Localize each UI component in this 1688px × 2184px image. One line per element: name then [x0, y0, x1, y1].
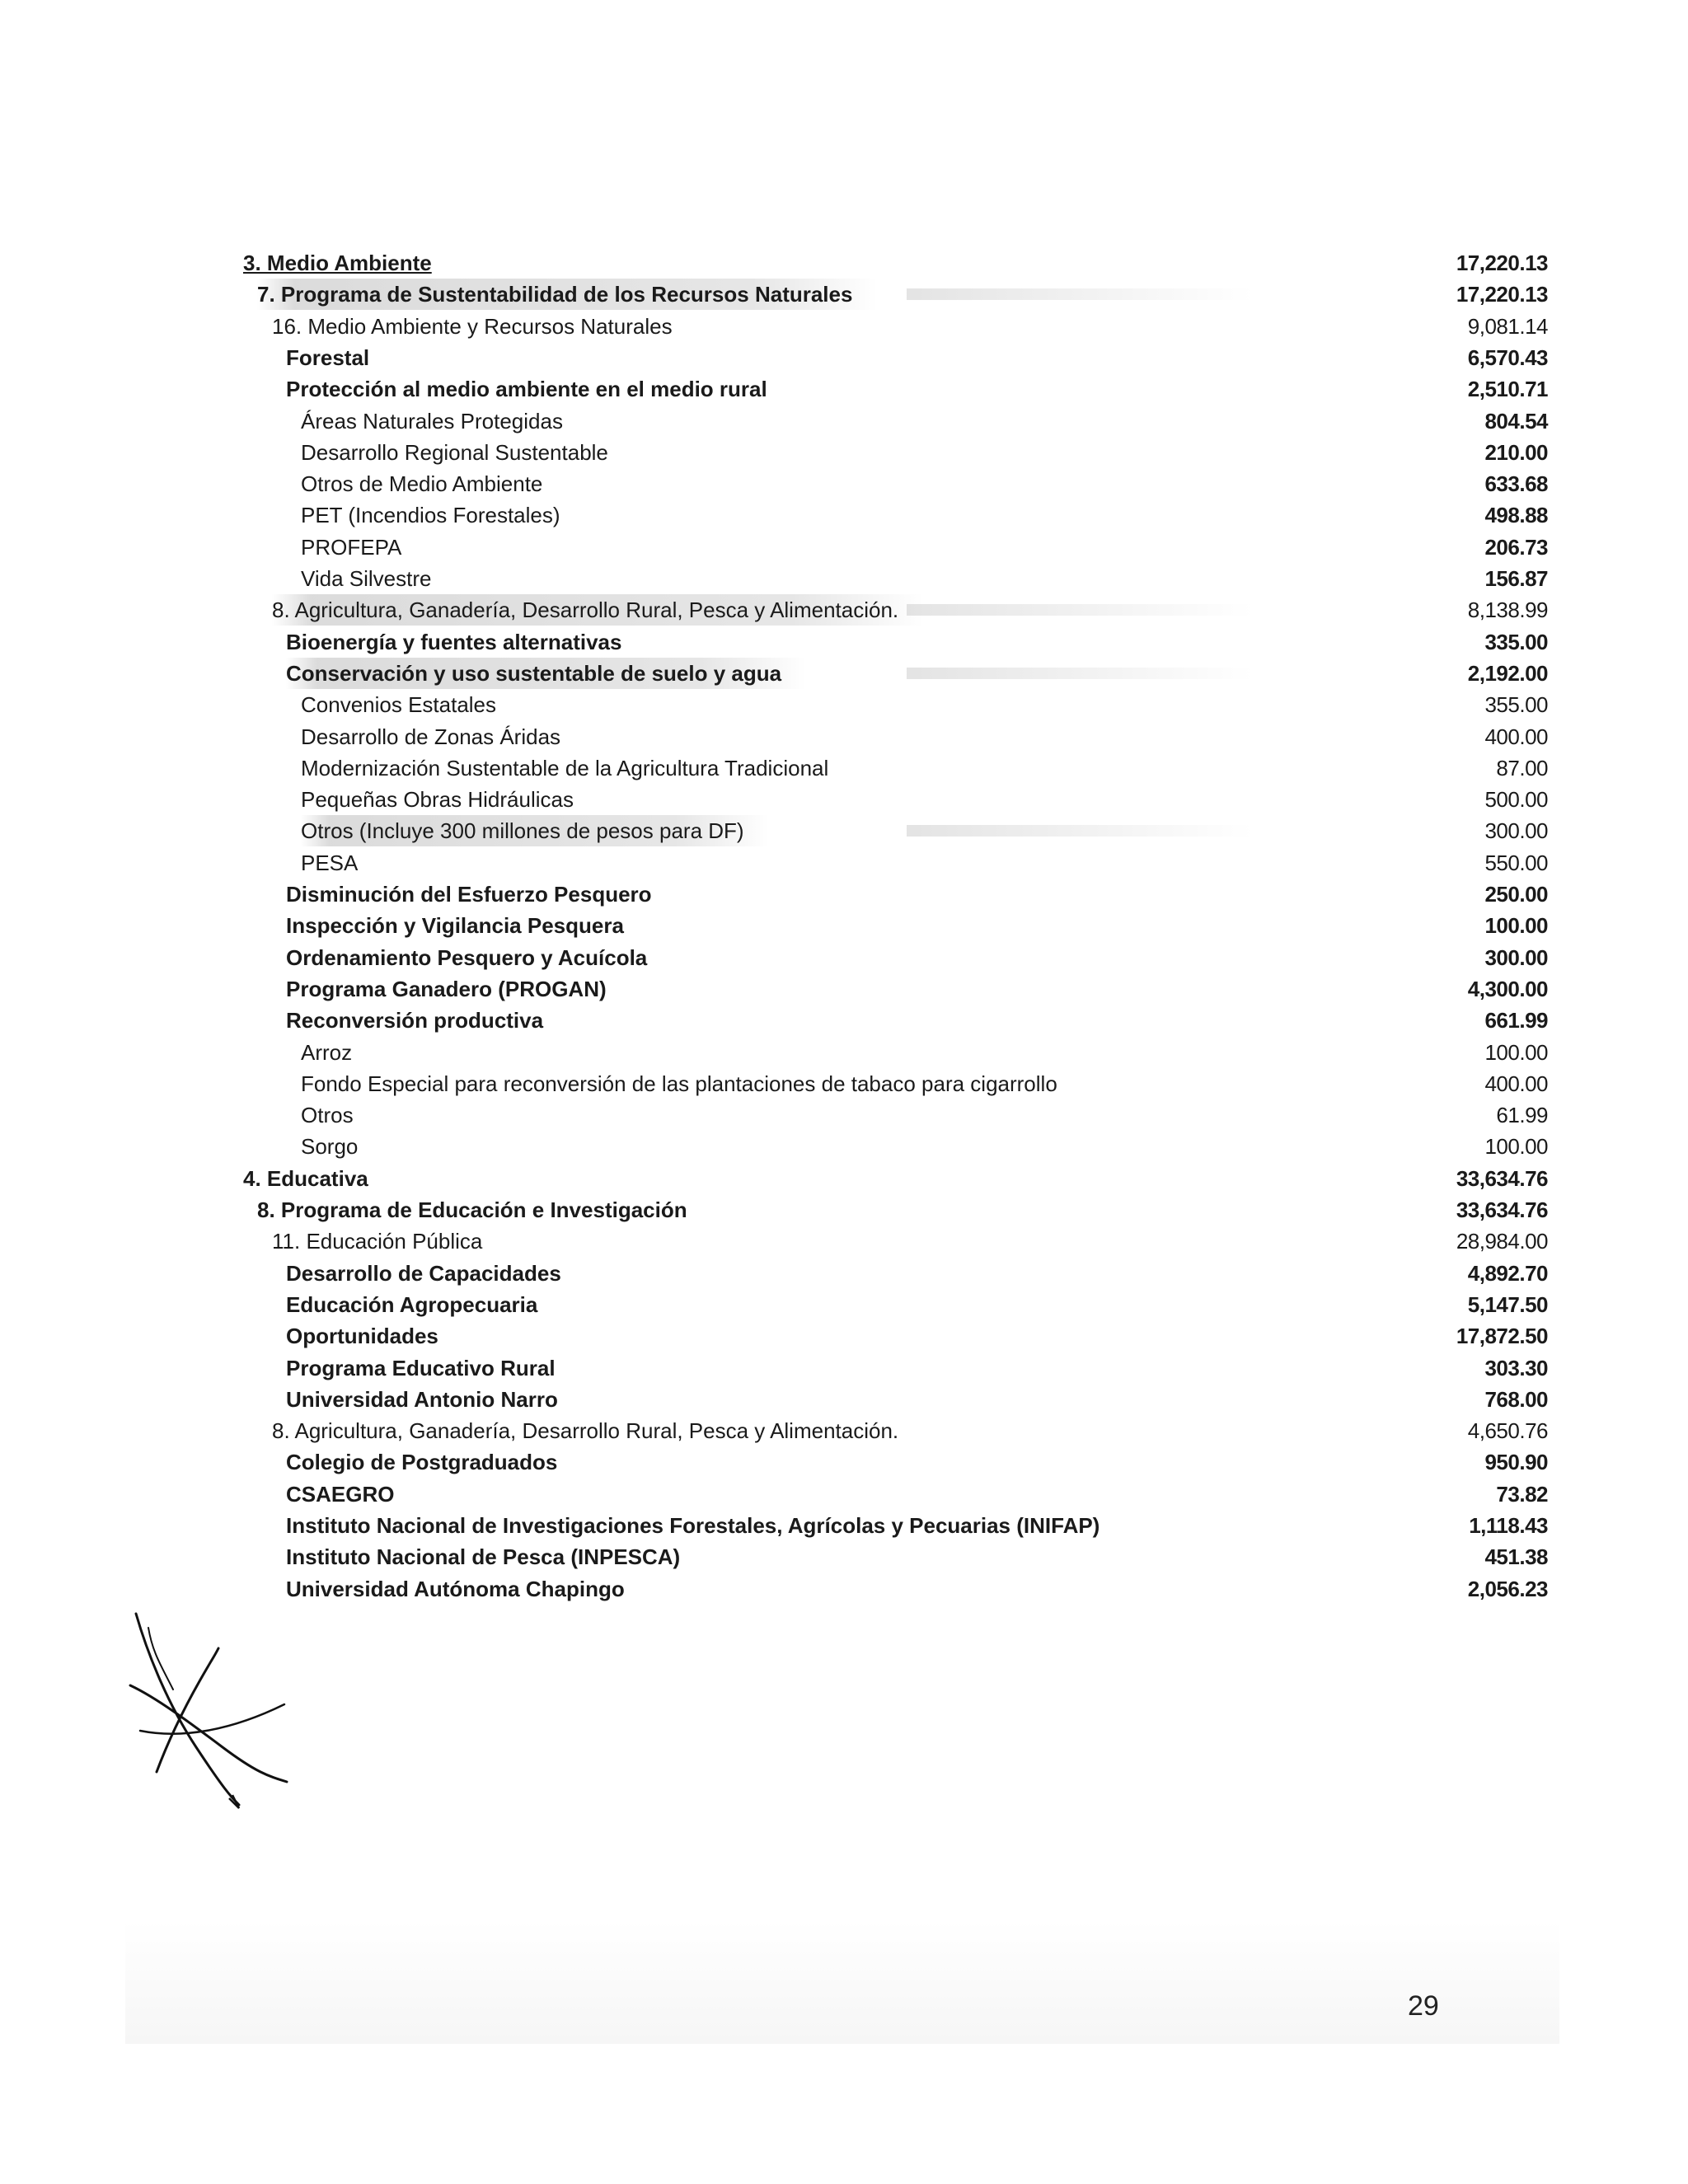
table-row — [0, 1573, 1688, 1605]
table-row — [0, 594, 1688, 626]
row-amount: 950.90 — [1484, 1450, 1548, 1475]
row-label: Instituto Nacional de Investigaciones Forestales, Agrícolas y Pecuarias (INIFAP) — [286, 1513, 1100, 1538]
row-label: Otros — [301, 1103, 354, 1128]
row-label: Vida Silvestre — [301, 566, 432, 591]
row-label: Desarrollo de Zonas Áridas — [301, 724, 561, 749]
handwritten-signature-icon — [124, 1607, 297, 1813]
row-label: PET (Incendios Forestales) — [301, 503, 560, 528]
row-amount: 661.99 — [1484, 1008, 1548, 1033]
row-amount: 355.00 — [1484, 692, 1548, 718]
page-number: 29 — [1408, 1990, 1439, 2022]
row-label: CSAEGRO — [286, 1481, 395, 1507]
table-row — [0, 942, 1688, 973]
row-amount: 100.00 — [1484, 1134, 1548, 1160]
table-row — [0, 437, 1688, 468]
row-amount: 61.99 — [1496, 1103, 1548, 1128]
row-amount: 4,300.00 — [1467, 976, 1548, 1001]
row-label: Arroz — [301, 1039, 353, 1065]
row-amount: 498.88 — [1484, 503, 1548, 528]
table-row — [0, 1320, 1688, 1352]
row-label: 8. Agricultura, Ganadería, Desarrollo Rural, Pesca y Alimentación. — [272, 1418, 899, 1444]
row-amount: 17,220.13 — [1456, 251, 1548, 275]
table-row — [0, 1194, 1688, 1226]
row-label: Inspección y Vigilancia Pesquera — [286, 913, 624, 939]
table-row — [0, 247, 1688, 279]
table-row — [0, 405, 1688, 437]
row-amount: 300.00 — [1484, 818, 1548, 844]
row-amount: 4,892.70 — [1467, 1260, 1548, 1286]
row-amount: 33,634.76 — [1456, 1165, 1548, 1191]
row-label: 4. Educativa — [243, 1165, 368, 1191]
row-amount: 4,650.76 — [1467, 1418, 1548, 1444]
row-label: 7. Programa de Sustentabilidad de los Recursos Naturales — [257, 279, 877, 310]
row-amount: 300.00 — [1484, 944, 1548, 970]
table-row — [0, 1163, 1688, 1194]
row-label: Otros de Medio Ambiente — [301, 471, 543, 497]
row-label: 8. Programa de Educación e Investigación — [257, 1197, 687, 1222]
row-label: Fondo Especial para reconversión de las plantaciones de tabaco para cigarrollo — [301, 1071, 1057, 1096]
row-label: Programa Ganadero (PROGAN) — [286, 976, 607, 1001]
table-row — [0, 879, 1688, 910]
table-row — [0, 468, 1688, 499]
table-row — [0, 689, 1688, 720]
row-amount: 335.00 — [1484, 629, 1548, 654]
row-amount: 804.54 — [1484, 408, 1548, 434]
row-label: 11. Educación Pública — [272, 1229, 483, 1254]
row-label: Colegio de Postgraduados — [286, 1450, 558, 1475]
table-row — [0, 1037, 1688, 1068]
row-label: Protección al medio ambiente en el medio rural — [286, 377, 767, 402]
row-amount: 2,056.23 — [1467, 1576, 1548, 1601]
row-amount: 6,570.43 — [1467, 344, 1548, 370]
row-label: Universidad Antonio Narro — [286, 1386, 558, 1412]
row-amount: 210.00 — [1484, 439, 1548, 465]
row-label: Ordenamiento Pesquero y Acuícola — [286, 944, 648, 970]
row-amount: 17,872.50 — [1456, 1324, 1548, 1349]
table-row — [0, 1479, 1688, 1510]
table-row — [0, 752, 1688, 784]
table-row — [0, 1446, 1688, 1478]
row-label: Modernización Sustentable de la Agricultura Tradicional — [301, 755, 829, 780]
row-label: 8. Agricultura, Ganadería, Desarrollo Rural, Pesca y Alimentación. — [272, 594, 923, 626]
row-label: Programa Educativo Rural — [286, 1355, 556, 1380]
row-amount: 28,984.00 — [1456, 1229, 1548, 1254]
row-amount: 550.00 — [1484, 850, 1548, 875]
row-amount: 8,138.99 — [1467, 598, 1548, 623]
row-label: Áreas Naturales Protegidas — [301, 408, 563, 434]
table-row — [0, 784, 1688, 815]
table-row — [0, 499, 1688, 531]
row-label: Universidad Autónoma Chapingo — [286, 1576, 625, 1601]
row-amount: 451.38 — [1484, 1544, 1548, 1570]
table-row — [0, 311, 1688, 342]
table-row — [0, 1510, 1688, 1541]
table-row — [0, 1384, 1688, 1415]
table-row — [0, 721, 1688, 752]
table-row — [0, 1352, 1688, 1384]
table-row — [0, 626, 1688, 658]
row-amount: 400.00 — [1484, 1071, 1548, 1096]
row-amount: 5,147.50 — [1467, 1291, 1548, 1317]
row-label: Forestal — [286, 344, 370, 370]
row-amount: 17,220.13 — [1456, 282, 1548, 307]
table-row — [0, 1289, 1688, 1320]
row-amount: 500.00 — [1484, 787, 1548, 813]
table-row — [0, 847, 1688, 879]
row-label: Desarrollo Regional Sustentable — [301, 439, 608, 465]
table-row — [0, 973, 1688, 1005]
row-amount: 156.87 — [1484, 566, 1548, 591]
row-amount: 1,118.43 — [1469, 1513, 1548, 1538]
table-row — [0, 1541, 1688, 1572]
row-amount: 400.00 — [1484, 724, 1548, 749]
table-row — [0, 1005, 1688, 1036]
row-label: Desarrollo de Capacidades — [286, 1260, 561, 1286]
table-row — [0, 910, 1688, 941]
row-label: Pequeñas Obras Hidráulicas — [301, 787, 574, 813]
row-amount: 2,192.00 — [1467, 660, 1548, 686]
row-label: 3. Medio Ambiente — [243, 251, 432, 275]
table-row — [0, 532, 1688, 563]
row-label: Otros (Incluye 300 millones de pesos para DF) — [301, 815, 769, 846]
table-row — [0, 563, 1688, 594]
table-row — [0, 279, 1688, 310]
row-label: Convenios Estatales — [301, 692, 497, 718]
row-amount: 100.00 — [1484, 1039, 1548, 1065]
row-label: Oportunidades — [286, 1324, 438, 1349]
row-amount: 9,081.14 — [1467, 313, 1548, 339]
row-amount: 33,634.76 — [1456, 1197, 1548, 1222]
row-label: Instituto Nacional de Pesca (INPESCA) — [286, 1544, 681, 1570]
row-label: Disminución del Esfuerzo Pesquero — [286, 882, 652, 907]
table-row — [0, 1258, 1688, 1289]
row-amount: 250.00 — [1484, 882, 1548, 907]
table-row — [0, 658, 1688, 689]
table-row — [0, 1099, 1688, 1131]
table-row — [0, 342, 1688, 373]
table-row — [0, 1068, 1688, 1099]
row-amount: 73.82 — [1496, 1481, 1548, 1507]
row-label: PROFEPA — [301, 534, 402, 560]
table-row — [0, 1131, 1688, 1162]
row-label: 16. Medio Ambiente y Recursos Naturales — [272, 313, 673, 339]
row-amount: 768.00 — [1484, 1386, 1548, 1412]
row-amount: 2,510.71 — [1467, 377, 1548, 402]
row-amount: 303.30 — [1484, 1355, 1548, 1380]
table-row — [0, 1415, 1688, 1446]
row-label: Bioenergía y fuentes alternativas — [286, 629, 622, 654]
row-label: Reconversión productiva — [286, 1008, 544, 1033]
table-row — [0, 373, 1688, 405]
row-amount: 100.00 — [1484, 913, 1548, 939]
table-row — [0, 1226, 1688, 1257]
row-label: Sorgo — [301, 1134, 359, 1160]
row-label: PESA — [301, 850, 359, 875]
row-label: Conservación y uso sustentable de suelo y agua — [286, 658, 806, 689]
row-amount: 206.73 — [1484, 534, 1548, 560]
row-amount: 87.00 — [1496, 755, 1548, 780]
table-row — [0, 815, 1688, 846]
row-amount: 633.68 — [1484, 471, 1548, 497]
row-label: Educación Agropecuaria — [286, 1291, 538, 1317]
scan-shading — [125, 1920, 1559, 2044]
